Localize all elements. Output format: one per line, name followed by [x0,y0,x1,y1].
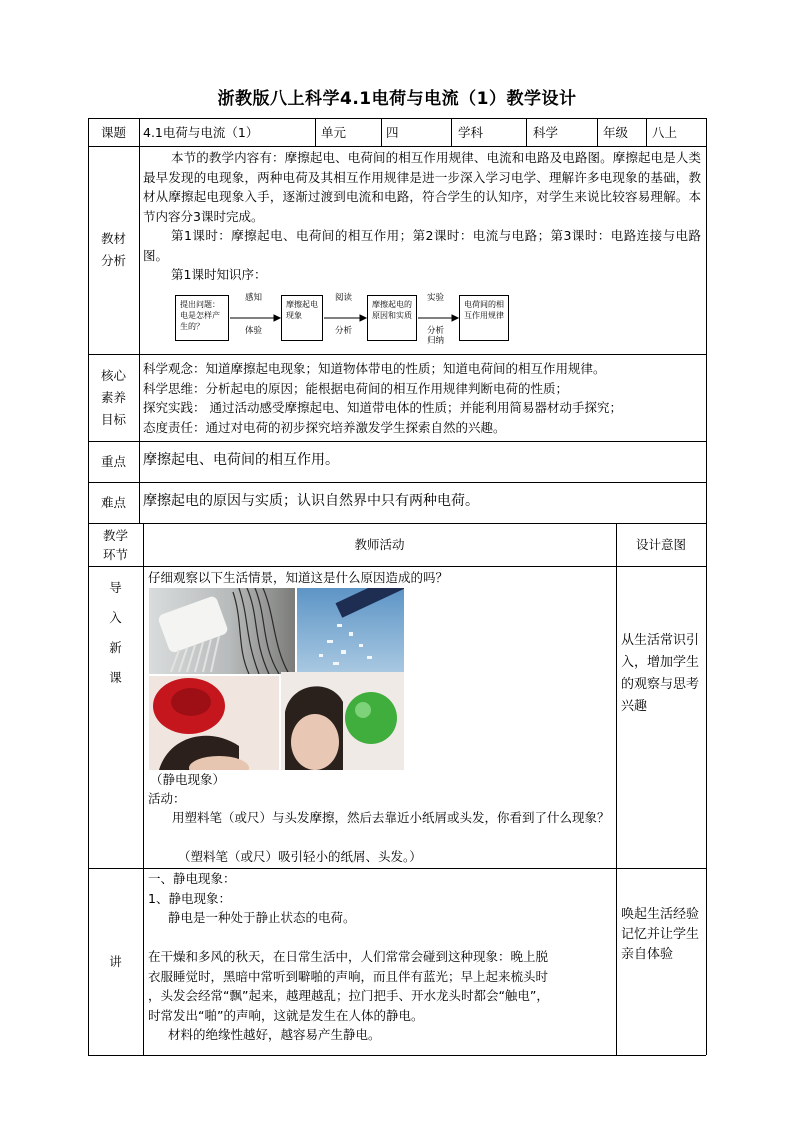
topic-label: 课题 [100,124,126,140]
literacy-label [88,354,139,441]
lecture-heading: 一、静电现象： [148,871,236,886]
flow-box-law: 电荷间的相互作用规律 [459,295,509,341]
analysis-label-line2: 分析 [100,253,126,268]
stage-header [88,523,143,566]
flow-arrow3-bottom: 分析归纳 [427,326,445,346]
lecture-last-line: 材料的绝缘性越好，越容易产生静电。 [168,1027,381,1042]
stage-header-line1: 教学 [102,527,128,543]
photo-comb-hair [149,588,295,674]
intro-stage [88,566,143,868]
lecture-stage: 讲 [109,954,122,969]
static-electricity-photos [149,588,404,770]
table-border [616,523,617,1055]
flow-arrow2-top: 阅读 [335,293,353,303]
analysis-content [143,148,701,285]
activity-answer: （塑料笔（或尺）吸引轻小的纸屑、头发。） [178,849,422,864]
knowledge-flow-diagram [175,290,515,346]
spacer [148,928,612,948]
table-border [88,1055,706,1056]
lecture-subheading: 1、静电现象： [148,890,231,906]
design-intent-header: 设计意图 [635,537,686,552]
table-border [139,118,140,523]
table-border [88,354,706,355]
unit-value: 四 [386,125,399,140]
unit-label: 单元 [321,125,347,140]
lecture-paragraph-line: 衣服睡觉时，黑暗中常听到噼啪的声响，而且伴有蓝光；早上起来梳头时 [148,968,549,984]
analysis-paragraph: 第1课时知识序： [171,267,267,282]
difficulty-label: 难点 [100,495,126,510]
lecture-paragraph-line: 在干燥和多风的秋天，在日常生活中，人们常常会碰到这种现象：晚上脱 [148,949,549,964]
table-border [88,566,706,567]
lecture-paragraph-line: 时常发出“啪”的声响，这就是发生在人体的静电。 [148,1007,424,1023]
flow-box-cause: 摩擦起电的原因和实质 [367,295,417,341]
flow-box-question: 提出问题：电是怎样产生的？ [175,295,229,341]
table-border [88,146,706,147]
literacy-label-line: 素养 [100,389,126,405]
table-border [143,523,144,1055]
lecture-paragraph-line: ，头发会经常“飘”起来，越理越乱；拉门把手、开水龙头时都会“触电”， [148,988,549,1003]
document-title: 浙教版八上科学4.1电荷与电流（1）教学设计 [217,89,577,109]
key-point-label: 重点 [100,454,126,469]
flow-box-phenomenon: 摩擦起电现象 [281,295,323,341]
intro-stage-char: 新 [109,640,122,655]
lecture-content [148,869,612,1045]
table-border [315,118,316,146]
flow-arrow3-top: 实验 [427,293,445,303]
literacy-label-line: 目标 [100,411,126,427]
analysis-paragraph: 本节的教学内容有：摩擦起电、电荷间的相互作用规律、电流和电路及电路图。摩擦起电是人类最早发现的电现象，两种电荷及其相互作用规律是进一步深入学习电学、理解许多电现象的基础，教材从摩擦起电现象入手，逐渐过渡到电流和电路，符合学生的认知序，对学生来说比较容易理解。本节内容分3课时完成。 [143,150,701,224]
difficulty-text: 摩擦起电的原因与实质；认识自然界中只有两种电荷。 [143,493,479,509]
literacy-label-line: 核心 [100,367,126,383]
subject-value: 科学 [533,125,559,140]
topic-value: 4.1电荷与电流（1） [143,125,259,140]
table-border [646,118,647,146]
intro-stage-char: 入 [109,610,122,625]
stage-header-line2: 环节 [102,546,128,562]
flow-arrow1-bottom: 体验 [245,326,263,336]
table-border [88,441,706,442]
lecture-definition: 静电是一种处于静止状态的电荷。 [168,910,356,925]
subject-label: 学科 [458,125,484,140]
analysis-label [88,146,139,354]
activity-label: 活动： [148,791,186,806]
table-border [451,118,452,146]
literacy-line: 科学观念：知道摩擦起电现象；知道物体带电的性质；知道电荷间的相互作用规律。 [143,361,606,376]
flow-arrow2-bottom: 分析 [335,326,353,336]
literacy-content [143,359,703,437]
photo-red-hat [149,676,279,770]
analysis-paragraph: 第1课时：摩擦起电、电荷间的相互作用；第2课时：电流与电路；第3课时：电路连接与电路图。 [143,228,701,263]
analysis-label-line1: 教材 [100,231,126,246]
intro-question: 仔细观察以下生活情景，知道这是什么原因造成的吗？ [148,570,449,585]
activity-text: 用塑料笔（或尺）与头发摩擦，然后去靠近小纸屑或头发，你看到了什么现象？ [172,810,610,825]
key-point-text: 摩擦起电、电荷间的相互作用。 [143,452,339,468]
literacy-line: 态度责任：通过对电荷的初步探究培养激发学生探索自然的兴趣。 [143,419,506,435]
photo-comb-paper [297,588,404,674]
table-border [526,118,527,146]
intro-stage-char: 导 [109,580,122,595]
table-border [597,118,598,146]
table-border [88,482,706,483]
literacy-line: 探究实践： 通过活动感受摩擦起电、知道带电体的性质；并能利用简易器材动手探究； [143,400,622,415]
table-border [706,118,707,523]
lecture-intent: 唤起生活经验记忆并让学生亲自体验 [621,907,700,962]
literacy-line: 科学思维：分析起电的原因；能根据电荷间的相互作用规律判断电荷的性质； [143,380,569,396]
intro-stage-char: 课 [109,670,122,685]
flow-arrow1-top: 感知 [245,293,263,303]
photo-caption: （静电现象） [150,772,226,787]
grade-value: 八上 [652,125,678,140]
table-border [706,523,707,1055]
intro-intent: 从生活常识引入，增加学生的观察与思考兴趣 [621,633,700,714]
teacher-activity-header: 教师活动 [354,537,405,552]
grade-label: 年级 [603,125,629,140]
table-border [381,118,382,146]
photo-balloon [281,672,404,770]
table-border [88,118,706,119]
